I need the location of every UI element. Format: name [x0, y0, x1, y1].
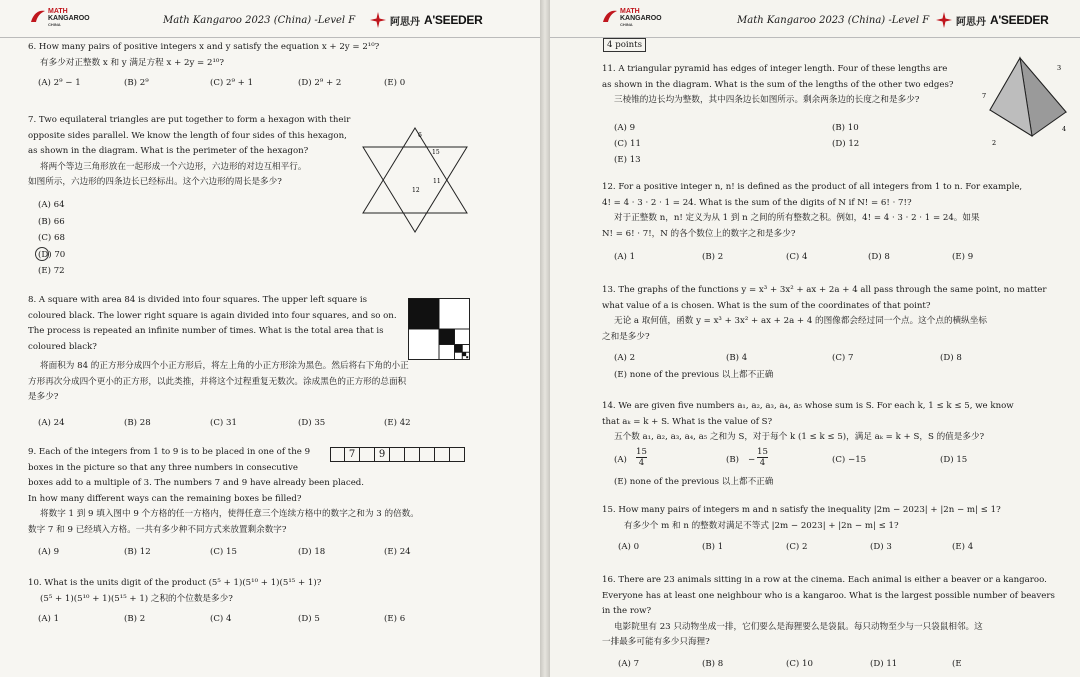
label-6: 6 — [418, 132, 422, 139]
option-d[interactable]: (D) 15 — [940, 455, 968, 465]
number-boxes — [330, 447, 465, 462]
question-15: 15. How many pairs of integers m and n satisfy the inequality |2m − 2023| + |2n − m| ≤ 1? 有多少个 m 和 n 的整数对满足不等式 |2m − 2023| + |2n − m| ≤ 1? — [602, 505, 1001, 531]
option-d[interactable]: (D) 3 — [870, 542, 892, 552]
option-b[interactable]: (B) 10 — [832, 123, 859, 133]
aseeder-star-icon — [936, 12, 952, 28]
option-d[interactable]: (D) 2⁹ + 2 — [298, 78, 342, 88]
box-1 — [330, 447, 345, 462]
option-c[interactable]: (C) 2 — [786, 542, 808, 552]
option-b[interactable]: (B) 2⁹ — [124, 78, 149, 88]
kangaroo-logo-icon — [30, 8, 46, 24]
option-a[interactable]: (A) 7 — [618, 659, 640, 669]
question-12: 12. For a positive integer n, n! is defined as the product of all integers from 1 to n. For example, 4! = 4 · 3 · 2 · 1 = 24. What is the sum of the digits of N if N! = 6! · 7!? 对于正整数 n，n! 定义为从 1 到 n 之间的所有整数之积。例如，4! = 4 · 3 · 2 · 1 = 24。如果 N! = 6! · 7!，N 的各个数位上的数字之和是多少? — [602, 182, 1023, 239]
math-kangaroo-logo: MATH KANGAROO CHINA — [602, 6, 672, 30]
question-14: 14. We are given five numbers a₁, a₂, a₃, a₄, a₅ whose sum is S. For each k, 1 ≤ k ≤ 5, we know that aₖ = k + S. What is the value of S? 五个数 a₁, a₂, a₃, a₄, a₅ 之和为 S，对于每个 k (1 ≤ k ≤ 5)，满足 aₖ = k + S，S 的值是多少? — [602, 401, 1014, 442]
box-7 — [420, 447, 435, 462]
option-a[interactable]: (A) 64 — [38, 200, 65, 210]
label-12: 12 — [412, 187, 420, 194]
option-b[interactable]: (B) 1 — [702, 542, 724, 552]
option-a[interactable]: (A) 1 — [38, 614, 60, 624]
option-d[interactable]: (D) 8 — [940, 353, 962, 363]
question-13: 13. The graphs of the functions y = x³ + 3x² + ax + 2a + 4 all pass through the same point, no matter what value of a is chosen. What is the sum of the coordinates of that point? 无论 a 取何值，函数 y = x³ + 3x² + ax + 2a + 4 的图像都会经过同一个点。这个点的横纵坐标 之和是多少? — [602, 285, 1047, 342]
question-6 — [28, 40, 379, 71]
question-11: 11. A triangular pyramid has edges of integer length. Four of these lengths are as shown in the diagram. What is the sum of the lengths of the other two edges? 三棱锥的边长均为整数，其中四条边长如图所示。剩余两条边的长度之和是多少? — [602, 64, 954, 105]
option-c[interactable]: (C) 10 — [786, 659, 813, 669]
circled-answer-mark — [35, 247, 49, 261]
option-d[interactable]: (D) 11 — [870, 659, 898, 669]
option-d[interactable]: (D) 8 — [868, 252, 890, 262]
option-a[interactable]: (A) 1 — [614, 252, 636, 262]
option-a[interactable]: (A) 9 — [614, 123, 636, 133]
option-a[interactable]: (A) 9 — [38, 547, 60, 557]
nested-squares-diagram — [408, 298, 470, 360]
option-c[interactable]: (C) −15 — [832, 455, 867, 465]
box-6 — [405, 447, 420, 462]
question-7: 7. Two equilateral triangles are put together to form a hexagon with their opposite sides parallel. We know the length of four sides of this hexagon, as shown in the diagram. What is the perimeter of the hexagon? 将两个等边三角形放在一起形成一个六边形，六边形的对边互相平行。 如图所示，六边形的四条边长已经标出。这个六边形的周长是多少? — [28, 115, 351, 187]
option-a[interactable]: (A) 0 — [618, 542, 640, 552]
option-a[interactable]: (A) 2⁹ − 1 — [38, 78, 81, 88]
option-b[interactable]: (B) 4 — [726, 353, 748, 363]
option-d[interactable]: (D) 70 — [38, 249, 66, 260]
header-title: Math Kangaroo 2023 (China) -Level F — [737, 15, 930, 26]
option-b-fraction: 15 4 — [757, 447, 768, 468]
header-title: Math Kangaroo 2023 (China) -Level F — [163, 15, 356, 26]
option-e[interactable]: (E) 24 — [384, 547, 411, 557]
option-e[interactable]: (E) 42 — [384, 418, 411, 428]
page-header — [550, 0, 1080, 38]
option-b[interactable]: (B) 8 — [702, 659, 724, 669]
option-d[interactable]: (D) 18 — [298, 547, 326, 557]
option-e[interactable]: (E) none of the previous 以上都不正确 — [614, 477, 774, 487]
option-e[interactable]: (E) 13 — [614, 155, 641, 165]
option-e[interactable]: (E — [952, 659, 962, 669]
page-header — [0, 0, 540, 38]
hexagon-star-diagram — [360, 125, 470, 235]
box-8 — [435, 447, 450, 462]
box-9 — [450, 447, 465, 462]
question-16: 16. There are 23 animals sitting in a row at the cinema. Each animal is either a beaver or a kangaroo. Everyone has at least one neighbour who is a kangaroo. What is the largest possible number of beavers in the row? 电影院里有 23 只动物坐成一排，它们要么是海狸要么是袋鼠。每只动物至少与一只袋鼠相邻。这 一排最多可能有多少只海狸? — [602, 575, 1055, 647]
box-5 — [390, 447, 405, 462]
label-2: 2 — [992, 139, 997, 147]
option-e[interactable]: (E) 9 — [952, 252, 974, 262]
kangaroo-logo-icon — [602, 8, 618, 24]
option-b[interactable]: (B) — [726, 455, 740, 465]
label-3: 3 — [1057, 64, 1062, 72]
option-e[interactable]: (E) 72 — [38, 266, 65, 276]
option-a[interactable]: (A) — [614, 455, 627, 465]
option-a-fraction: 15 4 — [636, 447, 647, 468]
question-6-text-cn: 有多少对正整数 x 和 y 满足方程 x + 2y = 2¹⁰? — [40, 57, 224, 68]
question-9: 9. Each of the integers from 1 to 9 is to be placed in one of the 9 boxes in the picture so that any three numbers in consecutive boxes add to a multiple of 3. The numbers 7 and 9 have already been placed. In how many different ways can the remaining boxes be filled? 将数字 1 到 9 填入图中 9 个方格的任一方格内，使得任意三个连续方格中的数字之和为 3 的倍数。 数字 7 和 9 已经填入方格。一共有多少种不同方式来放置剩余数字? — [28, 447, 419, 535]
option-c[interactable]: (C) 31 — [210, 418, 237, 428]
option-b[interactable]: (B) 12 — [124, 547, 151, 557]
box-4: 9 — [375, 447, 390, 462]
option-c[interactable]: (C) 68 — [38, 233, 65, 243]
right-page: MATH KANGAROO CHINA Math Kangaroo 2023 (China) -Level F 阿思丹 A'SEEDER 4 points 11. A triangular pyramid has edges of integer length. Four of these lengths are as shown in the diagram. What is the sum of the lengths of the other two edges? 三棱锥的边长均为整数，其中四条边长如图所示。剩余两条边的长度之和是多少? 3 7 4 2 (A) 9 (B) 10 (C) 11 (D) 12 (E) 13 12. For a positive integer n, n! is defined as the product of all integers from 1 to n. For example, 4! = 4 · 3 · 2 · 1 = 24. What is the sum of the digits of N if N! = 6! · 7!? 对于正整数 n，n! 定义为从 1 到 n 之间的所有整数之积。例如，4! = 4 · 3 · 2 · 1 = 24。如果 N! = 6! · 7!，N 的各个数位上的数字之和是多少? (A) 1 (B) 2 (C) 4 (D) 8 (E) 9 13. The graphs of the functions y = x³ + 3x² + ax + 2a + 4 all pass through the same point, no matter what value of a is chosen. What is the sum of the coordinates of that point? 无论 a 取何值，函数 y = x³ + 3x² + ax + 2a + 4 的图像都会经过同一个点。这个点的横纵坐标 之和是多少? (A) 2 (B) 4 (C) 7 (D) 8 (E) none of the previous 以上都不正确 14. We are given five numbers a₁, a₂, a₃, a₄, a₅ whose sum is S. For each k, 1 ≤ k ≤ 5, we know that aₖ = k + S. What is the value of S? 五个数 a₁, a₂, a₃, a₄, a₅ 之和为 S，对于每个 k (1 ≤ k ≤ 5)，满足 aₖ = k + S，S 的值是多少? (A) 15 4 (B) − 15 4 (C) −15 (D) 15 (E) none of the previous 以上都不正确 15. How many pairs of integers m and n satisfy the inequality |2m − 2023| + |2n − m| ≤ 1? 有多少个 m 和 n 的整数对满足不等式 |2m − 2023| + |2n − m| ≤ 1? (A) 0 (B) 1 (C) 2 (D) 3 (E) 4 16. There are 23 animals sitting in a row at the cinema. Each animal is either a beaver or a kangaroo. Everyone has at least one neighbour who is a kangaroo. What is the largest possible number of beavers in the row? 电影院里有 23 只动物坐成一排，它们要么是海狸要么是袋鼠。每只动物至少与一只袋鼠相邻。这 一排最多可能有多少只海狸? (A) 7 (B) 8 (C) 10 (D) 11 (E — [550, 0, 1080, 677]
option-a[interactable]: (A) 24 — [38, 418, 65, 428]
option-c[interactable]: (C) 7 — [832, 353, 854, 363]
question-10: 10. What is the units digit of the product (5⁵ + 1)(5¹⁰ + 1)(5¹⁵ + 1)? (5⁵ + 1)(5¹⁰ + 1)(5¹⁵ + 1) 之积的个位数是多少? — [28, 578, 322, 604]
pyramid-diagram — [982, 52, 1072, 148]
points-label: 4 points — [603, 38, 646, 52]
question-6-text: 6. How many pairs of positive integers x and y satisfy the equation x + 2y = 2¹⁰? — [28, 42, 380, 52]
option-e[interactable]: (E) 0 — [384, 78, 406, 88]
option-d[interactable]: (D) 35 — [298, 418, 326, 428]
label-7: 7 — [982, 92, 987, 100]
option-b[interactable]: (B) 2 — [124, 614, 146, 624]
option-b[interactable]: (B) 66 — [38, 216, 65, 227]
option-a[interactable]: (A) 2 — [614, 353, 636, 363]
option-e[interactable]: (E) 6 — [384, 614, 406, 624]
option-d[interactable]: (D) 12 — [832, 139, 860, 149]
option-e[interactable]: (E) none of the previous 以上都不正确 — [614, 370, 774, 380]
option-e[interactable]: (E) 4 — [952, 542, 974, 552]
aseeder-brand: 阿思丹 A'SEEDER — [370, 10, 482, 30]
question-8: 8. A square with area 84 is divided into four squares. The upper left square is coloured black. The lower right square is again divided into four squares, and so on. The process is repeated an infinite number of times. What is the total area that is coloured black? 将面积为 84 的正方形分成四个小正方形后，将左上角的小正方形涂为黑色。然后将右下角的小正 方形再次分成四个更小的正方形，以此类推，并将这个过程重复无数次。涂成黑色的正方形的总面积 是多少? — [28, 295, 409, 402]
label-4: 4 — [1062, 125, 1067, 133]
option-c[interactable]: (C) 4 — [786, 252, 808, 262]
option-c[interactable]: (C) 11 — [614, 139, 641, 149]
page-gutter — [540, 0, 550, 677]
aseeder-brand: 阿思丹 A'SEEDER — [936, 10, 1048, 30]
label-11: 11 — [433, 178, 441, 185]
option-c[interactable]: (C) 4 — [210, 614, 232, 624]
question-7-options — [38, 197, 65, 280]
aseeder-star-icon — [370, 12, 386, 28]
box-3 — [360, 447, 375, 462]
option-d[interactable]: (D) 5 — [298, 614, 320, 624]
option-b[interactable]: (B) 28 — [124, 418, 151, 428]
option-c[interactable]: (C) 15 — [210, 547, 237, 557]
option-c[interactable]: (C) 2⁹ + 1 — [210, 78, 254, 88]
box-2: 7 — [345, 447, 360, 462]
option-b[interactable]: (B) 2 — [702, 252, 724, 262]
label-15: 15 — [432, 149, 440, 156]
math-kangaroo-logo: MATH KANGAROO CHINA — [30, 6, 100, 30]
